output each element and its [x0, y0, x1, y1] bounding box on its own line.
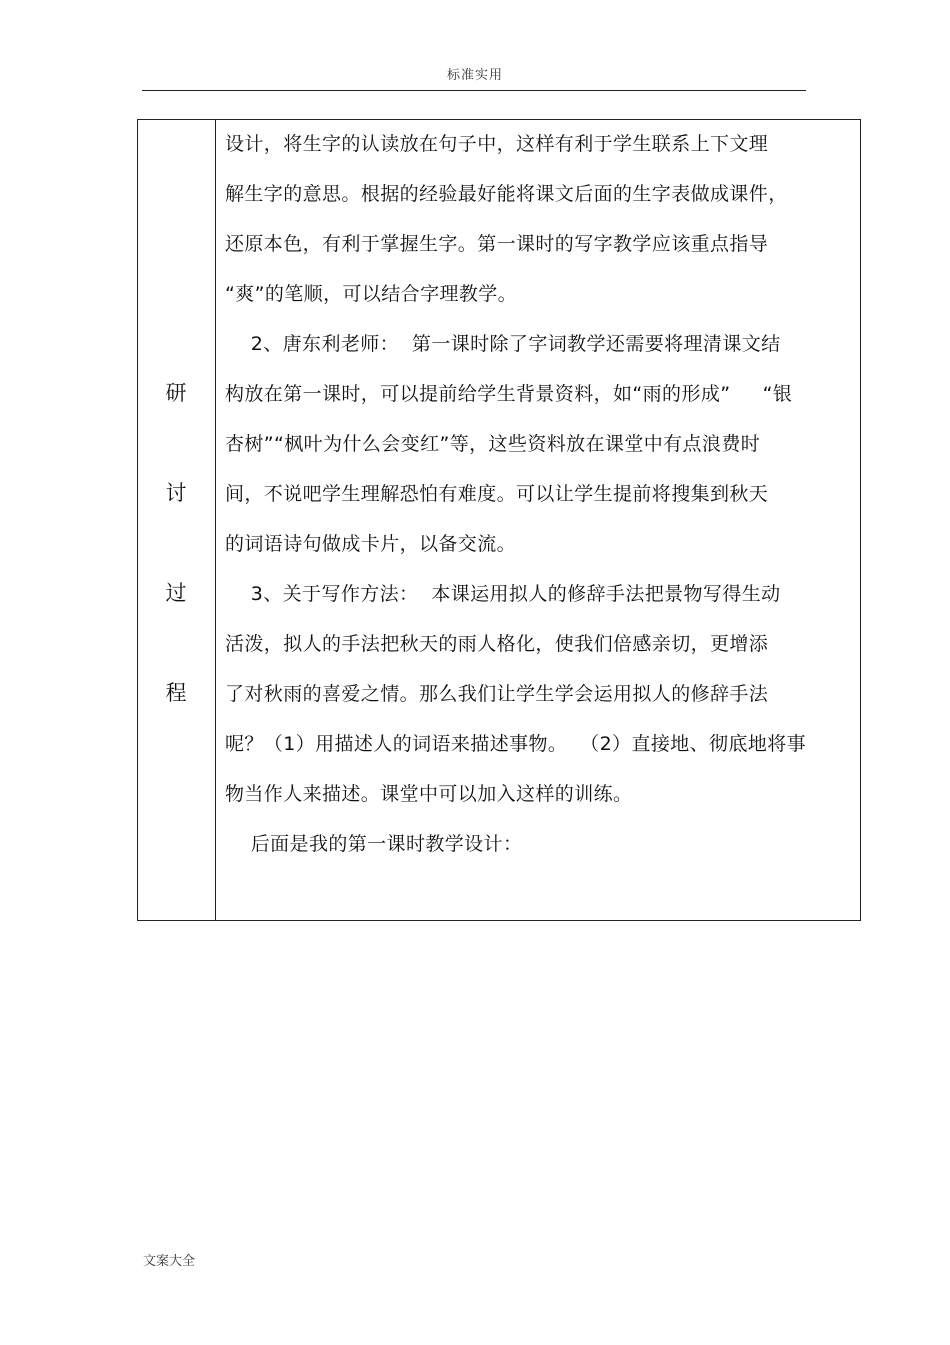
content-line: “爽”的笔顺，可以结合字理教学。 [225, 283, 518, 305]
content-line: 间，不说吧学生理解恐怕有难度。可以让学生提前将搜集到秋天 [225, 483, 769, 505]
content-line: 构放在第一课时，可以提前给学生背景资料，如“雨的形成” “银 [225, 383, 793, 405]
content-line: 杏树”“枫叶为什么会变红”等，这些资料放在课堂中有点浪费时 [225, 433, 761, 455]
content-line: 2、唐东利老师： 第一课时除了字词教学还需要将理清课文结 [225, 333, 781, 355]
page-header-title: 标准实用 [446, 68, 503, 83]
discussion-table [137, 119, 861, 921]
label-column [138, 120, 216, 920]
content-line: 设计，将生字的认读放在句子中，这样有利于学生联系上下文理 [225, 133, 769, 155]
label-char-cheng: 程 [165, 681, 187, 705]
label-char-yan: 研 [165, 381, 187, 405]
content-line: 3、关于写作方法： 本课运用拟人的修辞手法把景物写得生动 [225, 583, 781, 605]
label-char-guo: 过 [165, 581, 187, 605]
content-line: 了对秋雨的喜爱之情。那么我们让学生学会运用拟人的修辞手法 [225, 683, 769, 705]
content-line: 物当作人来描述。课堂中可以加入这样的训练。 [225, 783, 633, 805]
content-line: 的词语诗句做成卡片，以备交流。 [225, 533, 517, 555]
content-line: 活泼，拟人的手法把秋天的雨人格化，使我们倍感亲切，更增添 [225, 633, 769, 655]
content-line: 呢？（1）用描述人的词语来描述事物。 （2）直接地、彻底地将事 [225, 733, 807, 755]
page-footer-text: 文案大全 [143, 1254, 196, 1269]
content-line: 还原本色，有利于掌握生字。第一课时的写字教学应该重点指导 [225, 233, 769, 255]
label-char-tao: 讨 [165, 481, 187, 505]
content-line: 后面是我的第一课时教学设计： [225, 833, 523, 855]
header-divider [142, 90, 806, 91]
content-line: 解生字的意思。根据的经验最好能将课文后面的生字表做成课件， [225, 183, 788, 205]
